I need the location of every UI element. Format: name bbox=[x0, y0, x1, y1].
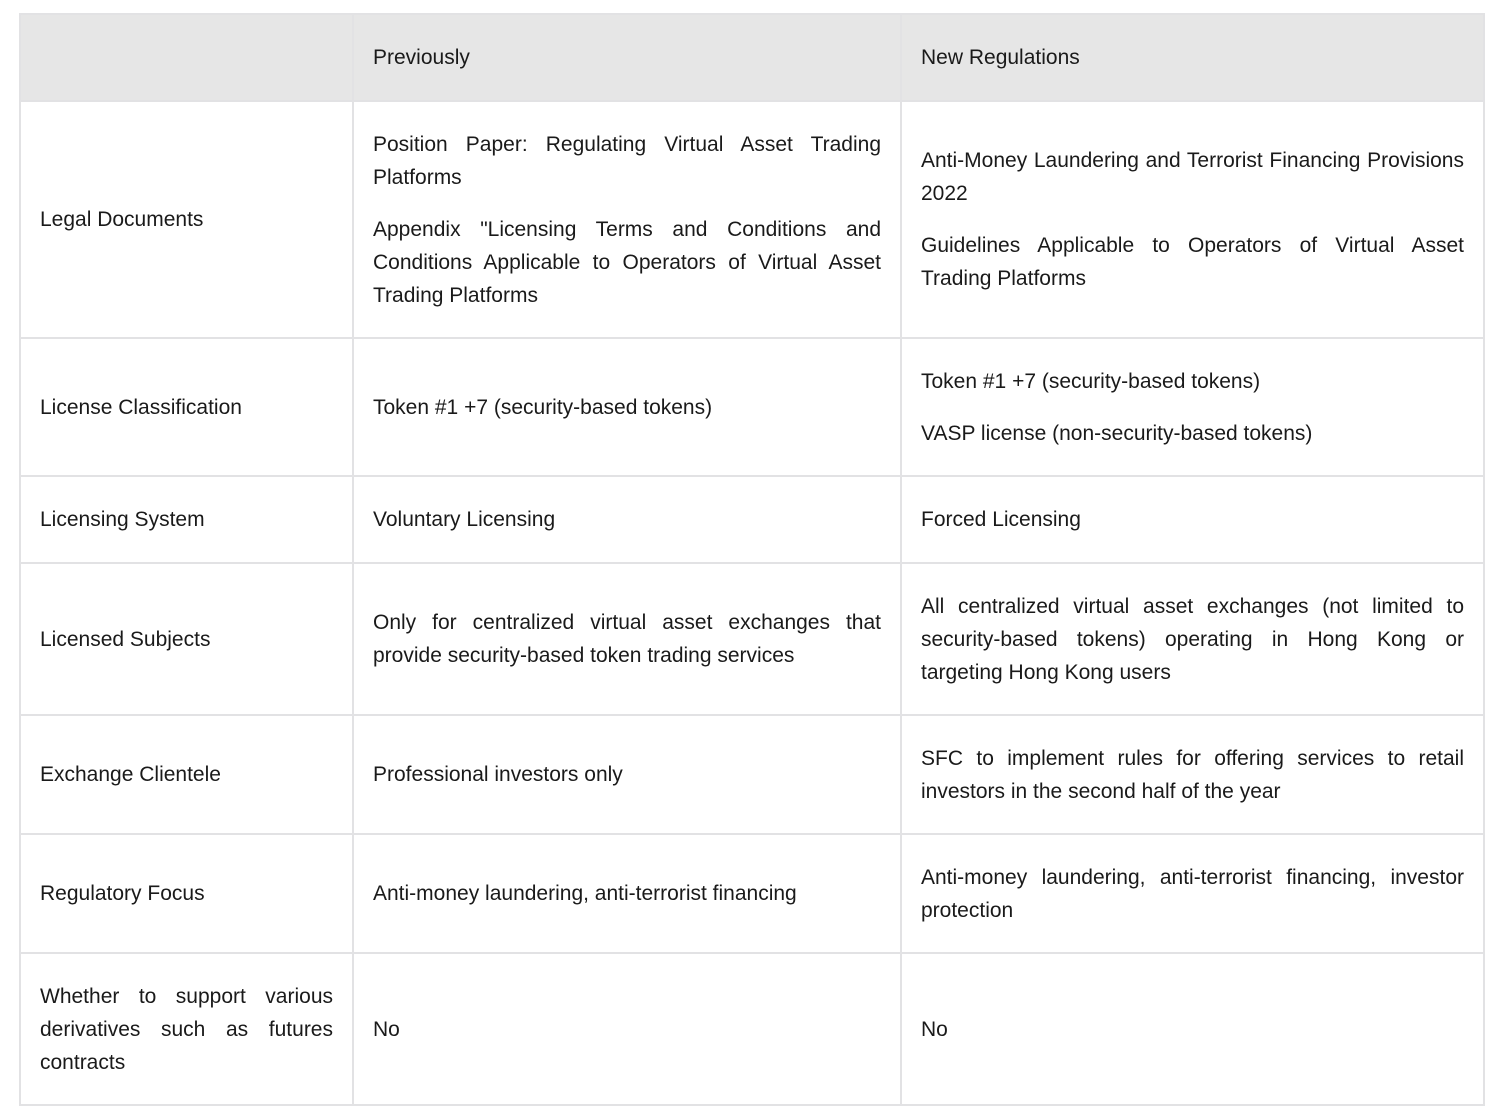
previously-cell bbox=[353, 715, 901, 834]
cell-text: SFC to implement rules for offering services to retail investors in the second half of the year bbox=[921, 746, 1464, 803]
row-label: Regulatory Focus bbox=[20, 834, 353, 953]
header-previously: Previously bbox=[353, 14, 901, 101]
table-row-license-classification bbox=[20, 338, 1484, 476]
cell-text: Forced Licensing bbox=[921, 508, 1081, 531]
table-row-licensed-subjects bbox=[20, 563, 1484, 715]
cell-text: Professional investors only bbox=[373, 763, 623, 786]
row-label: Licensing System bbox=[20, 476, 353, 563]
row-label: Exchange Clientele bbox=[20, 715, 353, 834]
table-row-regulatory-focus bbox=[20, 834, 1484, 953]
table-row-legal-documents bbox=[20, 101, 1484, 338]
cell-text: Anti-Money Laundering and Terrorist Financing Provisions 2022 bbox=[921, 149, 1464, 205]
row-label: Licensed Subjects bbox=[20, 563, 353, 715]
header-row bbox=[20, 14, 1484, 101]
cell-text: VASP license (non-security-based tokens) bbox=[921, 421, 1313, 445]
header-new-regulations: New Regulations bbox=[901, 14, 1484, 101]
new-regulations-cell bbox=[901, 338, 1484, 476]
new-regulations-cell bbox=[901, 953, 1484, 1105]
comparison-table bbox=[19, 13, 1485, 1106]
cell-text: No bbox=[373, 1017, 400, 1041]
cell-text: No bbox=[921, 1017, 948, 1041]
new-regulations-cell bbox=[901, 101, 1484, 338]
cell-text: All centralized virtual asset exchanges (not limited to security-based tokens) operating in Hong Kong or targeting Hong Kong users bbox=[921, 594, 1464, 684]
previously-cell bbox=[353, 101, 901, 338]
previously-cell bbox=[353, 476, 901, 563]
row-label: License Classification bbox=[20, 338, 353, 476]
previously-cell bbox=[353, 338, 901, 476]
cell-text: Anti-money laundering, anti-terrorist financing, investor protection bbox=[921, 865, 1464, 922]
cell-text: Only for centralized virtual asset exchanges that provide security-based token trading services bbox=[373, 611, 881, 667]
cell-text: Appendix "Licensing Terms and Conditions and Conditions Applicable to Operators of Virtual Asset Trading Platforms bbox=[373, 217, 881, 307]
previously-cell bbox=[353, 563, 901, 715]
table-row-licensing-system bbox=[20, 476, 1484, 563]
new-regulations-cell bbox=[901, 563, 1484, 715]
new-regulations-cell bbox=[901, 476, 1484, 563]
previously-cell bbox=[353, 834, 901, 953]
cell-text: Guidelines Applicable to Operators of Virtual Asset Trading Platforms bbox=[921, 234, 1464, 290]
cell-text: Token #1 +7 (security-based tokens) bbox=[921, 369, 1261, 393]
cell-text: Voluntary Licensing bbox=[373, 508, 556, 531]
row-label: Legal Documents bbox=[20, 101, 353, 338]
new-regulations-cell bbox=[901, 834, 1484, 953]
previously-cell bbox=[353, 953, 901, 1105]
row-label: Whether to support various derivatives such as futures contracts bbox=[20, 953, 353, 1105]
table-row-derivatives-support bbox=[20, 953, 1484, 1105]
table-row-exchange-clientele bbox=[20, 715, 1484, 834]
cell-text: Anti-money laundering, anti-terrorist financing bbox=[373, 882, 797, 905]
cell-text: Token #1 +7 (security-based tokens) bbox=[373, 395, 713, 419]
cell-text: Position Paper: Regulating Virtual Asset Trading Platforms bbox=[373, 132, 881, 189]
header-blank bbox=[20, 14, 353, 101]
new-regulations-cell bbox=[901, 715, 1484, 834]
